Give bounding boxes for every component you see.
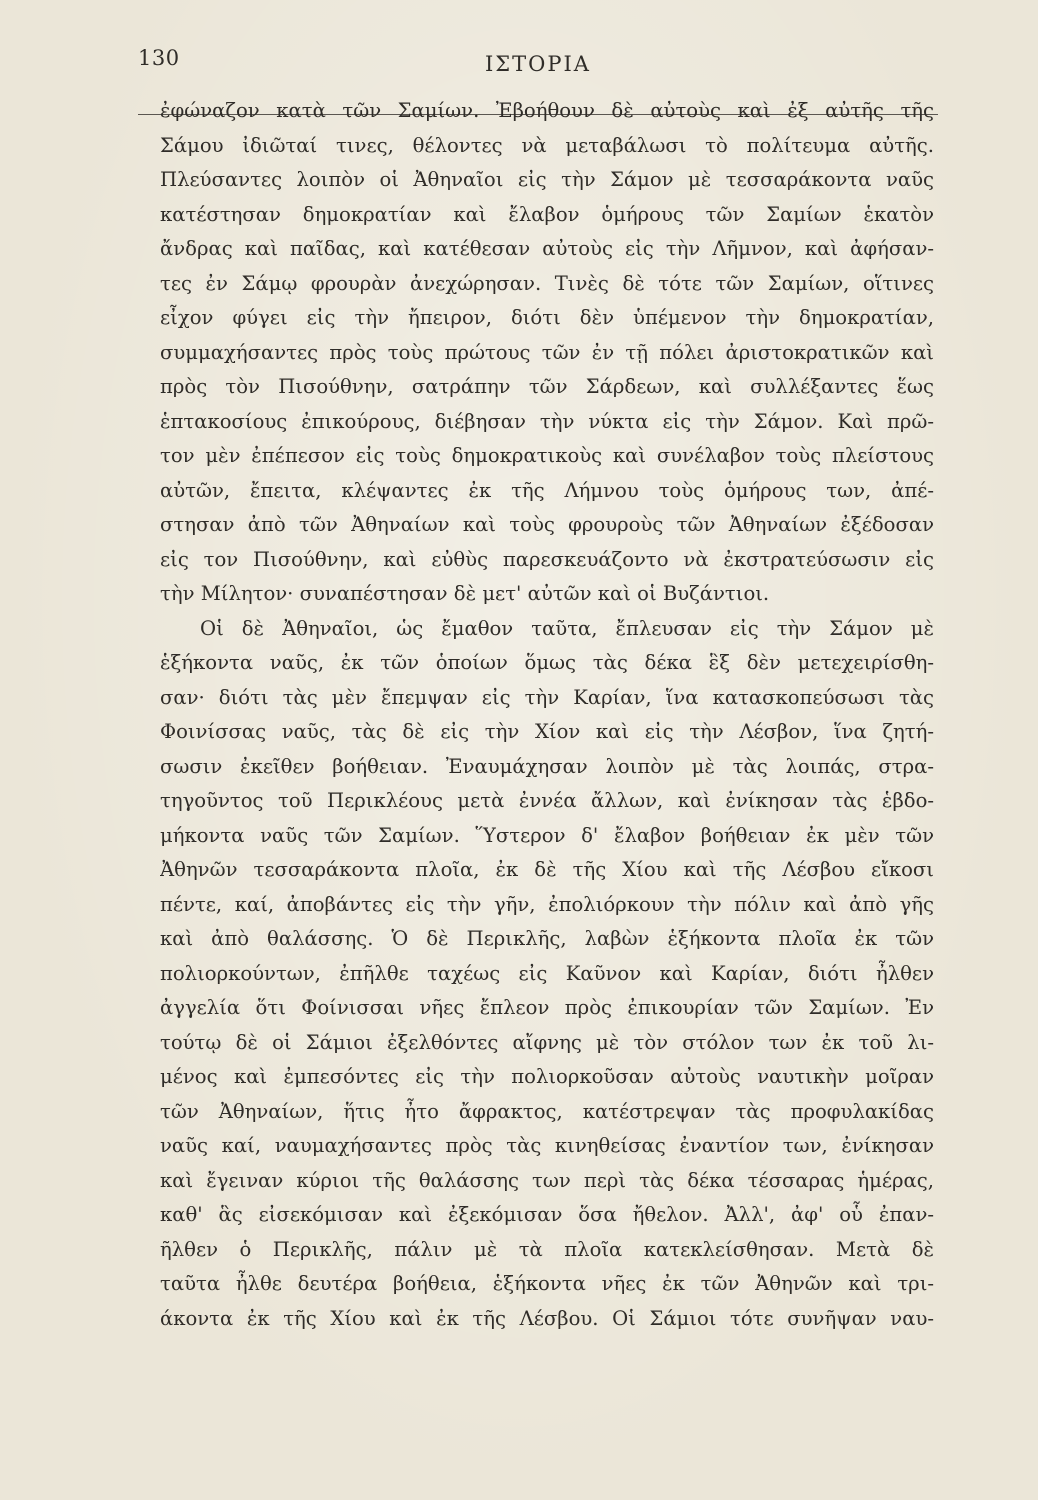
text-line: Ἀθηνῶν τεσσαράκοντα πλοῖα, ἐκ δὲ τῆς Χίου καὶ τῆς Λέσβου εἴκοσι [160, 858, 934, 881]
text-line: στησαν ἀπὸ τῶν Ἀθηναίων καὶ τοὺς φρουροὺς τῶν Ἀθηναίων ἐξέδοσαν [160, 513, 934, 536]
running-title: ΙΣΤΟΡΙΑ [485, 52, 591, 76]
text-line: καὶ ἔγειναν κύριοι τῆς θαλάσσης των περὶ τὰς δέκα τέσσαρας ἡμέρας, [160, 1168, 934, 1192]
text-line: ῆλθεν ὁ Περικλῆς, πάλιν μὲ τὰ πλοῖα κατεκλείσθησαν. Μετὰ δὲ [160, 1237, 934, 1261]
text-line: πέντε, καί, ἀποβάντες εἰς τὴν γῆν, ἐπολιόρκουν τὴν πόλιν καὶ ἀπὸ γῆς [160, 892, 934, 916]
running-header [138, 38, 938, 78]
text-line: τον μὲν ἐπέπεσον εἰς τοὺς δημοκρατικοὺς καὶ συνέλαβον τοὺς πλείστους [160, 444, 934, 467]
text-line: άκοντα ἐκ τῆς Χίου καὶ ἐκ τῆς Λέσβου. Οἱ Σάμιοι τότε συνῆψαν ναυ- [160, 1306, 934, 1330]
text-line: ναῦς καί, ναυμαχήσαντες πρὸς τὰς κινηθείσας ἐναντίον των, ἐνίκησαν [160, 1134, 934, 1157]
text-line: σωσιν ἐκεῖθεν βοήθειαν. Ἐναυμάχησαν λοιπὸν μὲ τὰς λοιπάς, στρα- [160, 754, 934, 778]
text-line: ἄνδρας καὶ παῖδας, καὶ κατέθεσαν αὐτοὺς εἰς τὴν Λῆμνον, καὶ ἀφήσαν- [160, 237, 934, 260]
text-line: κατέστησαν δημοκρατίαν καὶ ἔλαβον ὁμήρους τῶν Σαμίων ἑκατὸν [160, 202, 934, 226]
text-line: Φοινίσσας ναῦς, τὰς δὲ εἰς τὴν Χίον καὶ εἰς τὴν Λέσβον, ἵνα ζητή- [160, 720, 934, 743]
text-line: τούτῳ δὲ οἱ Σάμιοι ἐξελθόντες αἴφνης μὲ τὸν στόλον των ἐκ τοῦ λι- [160, 1030, 934, 1054]
text-line: τῶν Ἀθηναίων, ἥτις ἦτο ἄφρακτος, κατέστρεψαν τὰς προφυλακίδας [160, 1099, 934, 1123]
text-line: Σάμου ἰδιῶταί τινες, θέλοντες νὰ μεταβάλωσι τὸ πολίτευμα αὐτῆς. [160, 133, 934, 157]
text-line: σαν· διότι τὰς μὲν ἔπεμψαν εἰς τὴν Καρίαν, ἵνα κατασκοπεύσωσι τὰς [160, 685, 934, 709]
text-line: ταῦτα ἦλθε δευτέρα βοήθεια, ἑξήκοντα νῆες ἐκ τῶν Ἀθηνῶν καὶ τρι- [160, 1272, 934, 1295]
text-line: εἶχον φύγει εἰς τὴν ἤπειρον, διότι δὲν ὑπέμενον τὴν δημοκρατίαν, [160, 306, 934, 329]
text-line: ἑπτακοσίους ἐπικούρους, διέβησαν τὴν νύκτα εἰς τὴν Σάμον. Καὶ πρῶ- [160, 409, 934, 433]
text-line: ἀγγελία ὅτι Φοίνισσαι νῆες ἔπλεον πρὸς ἐπικουρίαν τῶν Σαμίων. Ἐν [160, 996, 934, 1019]
text-line: αὐτῶν, ἔπειτα, κλέψαντες ἐκ τῆς Λήμνου τοὺς ὁμήρους των, ἀπέ- [160, 478, 934, 502]
paragraph-end-line: τὴν Μίλητον· συναπέστησαν δὲ μετ' αὐτῶν καὶ οἱ Βυζάντιοι. [160, 582, 770, 605]
text-line: πολιορκούντων, ἐπῆλθε ταχέως εἰς Καῦνον καὶ Καρίαν, διότι ἦλθεν [160, 961, 934, 985]
text-line: καθ' ἃς εἰσεκόμισαν καὶ ἐξεκόμισαν ὅσα ἤθελον. Ἀλλ', ἀφ' οὗ ἐπαν- [160, 1203, 934, 1226]
text-line: τες ἐν Σάμῳ φρουρὰν ἀνεχώρησαν. Τινὲς δὲ τότε τῶν Σαμίων, οἵτινες [160, 271, 934, 295]
text-line: ἐφώναζον κατὰ τῶν Σαμίων. Ἐβοήθουν δὲ αὐτοὺς καὶ ἐξ αὐτῆς τῆς [160, 99, 934, 122]
text-line: μένος καὶ ἐμπεσόντες εἰς τὴν πολιορκοῦσαν αὐτοὺς ναυτικὴν μοῖραν [160, 1065, 934, 1088]
text-line: Πλεύσαντες λοιπὸν οἱ Ἀθηναῖοι εἰς τὴν Σάμον μὲ τεσσαράκοντα ναῦς [160, 168, 934, 191]
text-line: καὶ ἀπὸ θαλάσσης. Ὁ δὲ Περικλῆς, λαβὼν ἑξήκοντα πλοῖα ἐκ τῶν [160, 927, 934, 950]
text-line: ἑξήκοντα ναῦς, ἐκ τῶν ὁποίων ὅμως τὰς δέκα ἓξ δὲν μετεχειρίσθη- [160, 651, 934, 674]
text-line: συμμαχήσαντες πρὸς τοὺς πρώτους τῶν ἐν τῇ πόλει ἀριστοκρατικῶν καὶ [160, 340, 934, 364]
text-line: εἰς τον Πισούθνην, καὶ εὐθὺς παρεσκευάζοντο νὰ ἐκστρατεύσωσιν εἰς [160, 547, 934, 571]
text-line: τηγοῦντος τοῦ Περικλέους μετὰ ἐννέα ἄλλων, καὶ ἐνίκησαν τὰς ἑβδο- [160, 789, 934, 812]
text-line: μήκοντα ναῦς τῶν Σαμίων. Ὕστερον δ' ἔλαβον βοήθειαν ἐκ μὲν τῶν [160, 823, 934, 847]
body-text [160, 94, 934, 1336]
page-number: 130 [138, 46, 180, 70]
text-line: πρὸς τὸν Πισούθνην, σατράπην τῶν Σάρδεων, καὶ συλλέξαντες ἕως [160, 375, 934, 398]
paragraph-start-line: Οἱ δὲ Ἀθηναῖοι, ὡς ἔμαθον ταῦτα, ἔπλευσαν εἰς τὴν Σάμον μὲ [200, 616, 934, 640]
